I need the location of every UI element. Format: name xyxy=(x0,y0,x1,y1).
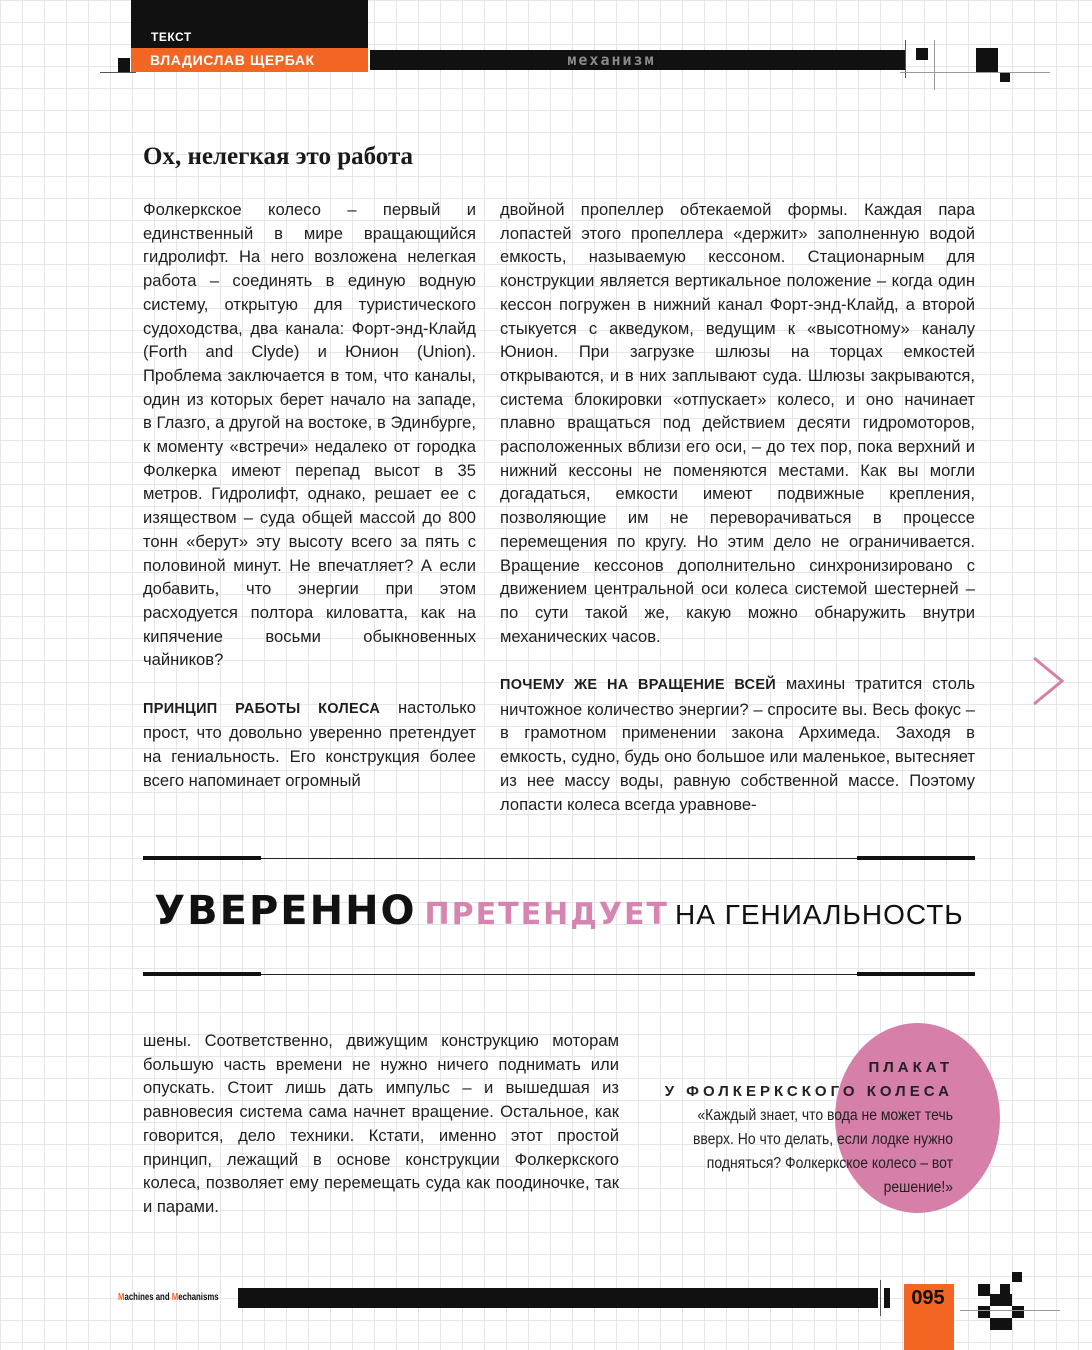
article-column-right xyxy=(500,198,975,816)
chevron-right-icon[interactable] xyxy=(1028,655,1068,707)
brand-initial: M xyxy=(118,1292,125,1303)
header-tick-line xyxy=(100,72,136,73)
paragraph-text: настолько прост, что довольно уверенно претендует на гениальность. Его конструкция более всего напоминает огромный xyxy=(143,697,476,790)
paragraph: двойной пропеллер обтекаемой формы. Каждая пара лопастей этого пропеллера «держит» заполненную водой емкость, называемую кессоном. Стационарным для конструкции является вертикальное положение – когда один кессон погружен в нижний канал Форт-энд-Клайд, а второй стыкуется с акведуком, ведущим к «высотному» каналу Юнион. При загрузке шлюзы на торцах емкостей открываются, и в них заплывают суда. Шлюзы закрываются, система блокировки «отпускает» колесо, и оно начинает плавно вращаться под действием десяти гидромоторов, расположенных вблизи его оси, – до тех пор, пока верхний и нижний кессоны не поменяются местами. Как вы могли догадаться, емкости имеют подвижные крепления, позволяющие им не переворачиваться в процессе перемещения по кругу. Но этим дело не ограничивается. Вращение кессонов дополнительно синхронизировано с движением центральной оси колеса системой шестерней – по сути такой же, какую можно обнаружить внутри механических часов. xyxy=(500,200,975,646)
caption-title-line-1: ПЛАКАТ xyxy=(868,1059,953,1076)
pullquote-rule-accent xyxy=(857,856,975,860)
pullquote-rule-bottom xyxy=(143,974,975,975)
pullquote-rule-accent xyxy=(143,856,261,860)
article-title: Ох, нелегкая это работа xyxy=(143,143,414,170)
pullquote-word-2: ПРЕТЕНДУЕТ xyxy=(424,897,670,932)
header-tick-line xyxy=(934,40,935,90)
pixel-block xyxy=(978,1306,990,1318)
page-number: 095 xyxy=(911,1287,945,1309)
pixel-block xyxy=(884,1288,890,1308)
paragraph-text: махины тратится столь ничтожное количество энергии? – спросите вы. Весь фокус – в грамотном применении закона Архимеда. Заходя в емкость, судно, будь оно большое или маленькое, вытесняет из нее массу воды, равную собственной массе. Поэтому лопасти колеса всегда уравнове- xyxy=(500,674,975,814)
caption-title-line-2: У ФОЛКЕРКСКОГО КОЛЕСА xyxy=(664,1083,953,1100)
paragraph-lead: ПОЧЕМУ ЖЕ НА ВРАЩЕНИЕ ВСЕЙ xyxy=(500,677,777,694)
pixel-block xyxy=(990,1318,1012,1330)
pullquote-word-3: НА ГЕНИАЛЬНОСТЬ xyxy=(675,899,964,930)
pullquote-rule-top xyxy=(143,858,975,859)
footer-tick-line xyxy=(960,1310,1060,1311)
pullquote-rule-accent xyxy=(143,972,261,976)
pixel-block xyxy=(976,48,998,72)
article-column-bottom xyxy=(143,1029,619,1219)
photo-caption xyxy=(660,1056,953,1200)
header-tick xyxy=(118,58,130,72)
paragraph: шены. Соответственно, движущим конструкцию моторам большую часть времени не нужно ничего поднимать или опускать. Стоит лишь дать импульс – и вышедшая из равновесия система сама начнет вращение. Остальное, как говорится, дело техники. Кстати, именно этот простой принцип, лежащий в основе конструкции Фолкеркского колеса, позволяет ему перемещать суда как поодиночке, так и парами. xyxy=(143,1031,619,1216)
paragraph xyxy=(143,696,476,793)
header-tick-line xyxy=(900,72,1050,73)
pixel-block xyxy=(1012,1306,1024,1318)
pullquote xyxy=(143,888,975,934)
pixel-block xyxy=(990,1294,1012,1306)
pixel-block xyxy=(1000,1284,1010,1294)
paragraph: Фолкеркское колесо – первый и единственный в мире вращающийся гидролифт. На него возложена нелегкая работа – соединять в единую водную систему, открытую для туристического судоходства, два канала: Форт-энд-Клайд (Forth and Clyde) и Юнион (Union). Проблема заключается в том, что каналы, один из которых берет начало на западе, в Глазго, а другой на востоке, в Эдинбурге, к моменту «встречи» недалеко от городка Фолкерка имеют перепад высот в 35 метров. Гидролифт, однако, решает ее с изяществом – суда общей массой до 800 тонн «берут» эту высоту всего за пять с половиной минут. Не впечатляет? А если добавить, что энергии при этом расходуется полтора киловатта, как на кипячение восьми обыкновенных чайников? xyxy=(143,200,476,670)
pullquote-word-1: УВЕРЕННО xyxy=(154,888,417,934)
section-title: механизм xyxy=(567,51,656,69)
footer-tick-line xyxy=(880,1280,881,1316)
pixel-block xyxy=(978,1284,990,1296)
pixel-block xyxy=(916,48,928,60)
footer-brand xyxy=(118,1292,219,1303)
brand-text: echanisms xyxy=(178,1292,219,1303)
paragraph-lead: ПРИНЦИП РАБОТЫ КОЛЕСА xyxy=(143,700,381,717)
brand-initial: M xyxy=(171,1292,179,1303)
author-name: ВЛАДИСЛАВ ЩЕРБАК xyxy=(150,52,315,68)
pixel-block xyxy=(1012,1272,1022,1282)
article-column-left xyxy=(143,198,476,793)
pixel-block xyxy=(1000,72,1010,82)
paragraph xyxy=(500,672,975,816)
footer-bar xyxy=(238,1288,878,1308)
pullquote-rule-accent xyxy=(857,972,975,976)
caption-text: «Каждый знает, что вода не может течь вверх. Но что делать, если лодке нужно подняться? Фолкеркское колесо – вот решение!» xyxy=(693,1107,953,1196)
brand-text: achines and xyxy=(124,1292,172,1303)
header-label: ТЕКСТ xyxy=(151,30,192,44)
